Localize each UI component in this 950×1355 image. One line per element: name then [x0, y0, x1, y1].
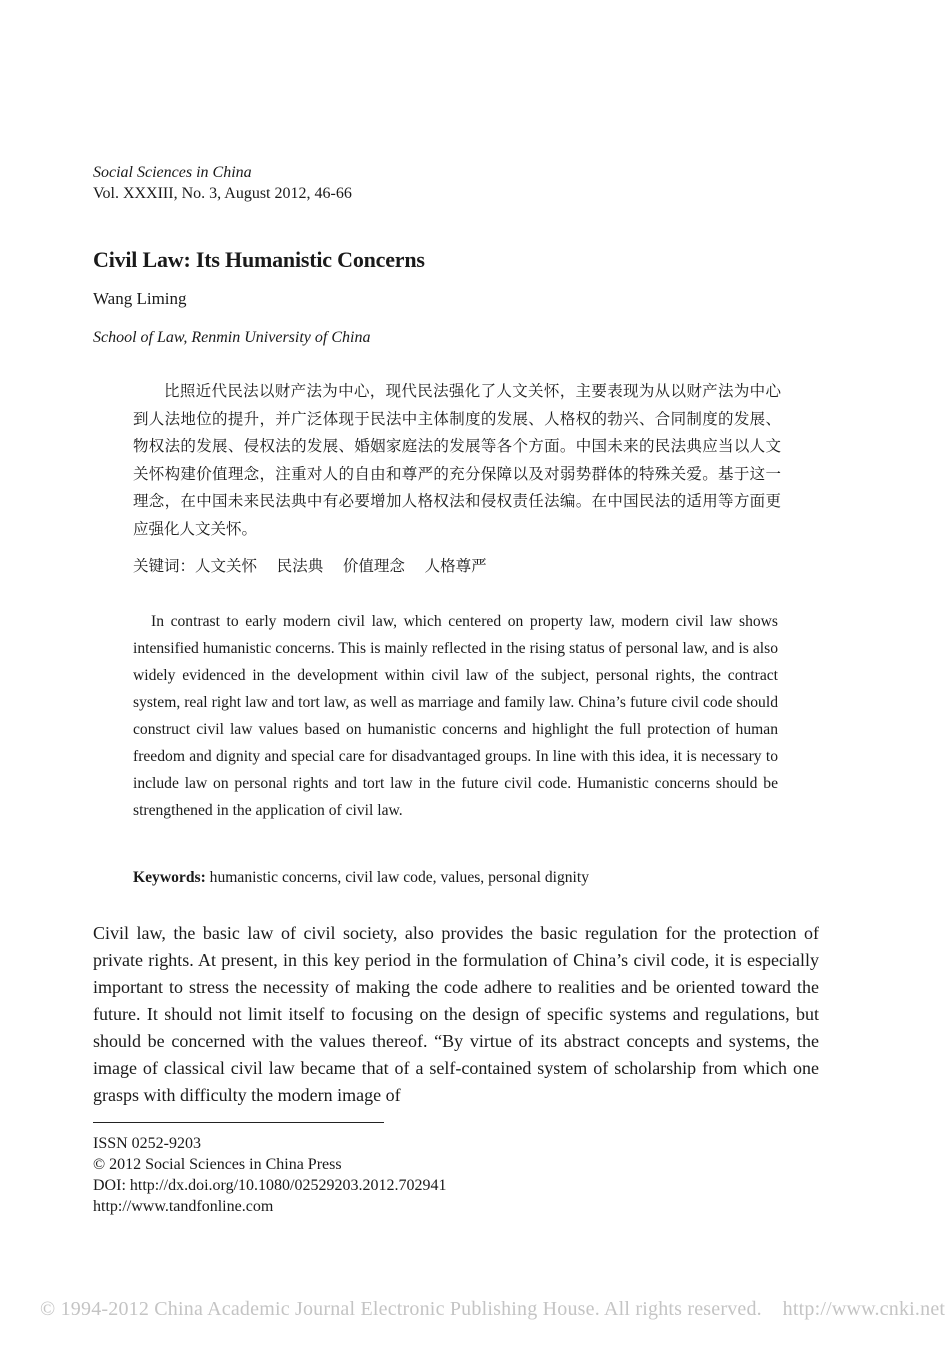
journal-name: Social Sciences in China — [93, 164, 252, 181]
issn: ISSN 0252-9203 — [93, 1135, 202, 1152]
english-keywords — [133, 867, 589, 889]
chinese-keywords: 关键词：人文关怀 民法典 价值理念 人格尊严 — [133, 557, 487, 575]
english-abstract: In contrast to early modern civil law, which centered on property law, modern civil law shows intensified humanistic concerns. This is mainly reflected in the rising status of personal law, and is also widely evidenced in the development within civil law of the subject, personal rights, the contract system, real right law and tort law, as well as marriage and family law. China’s future civil code should construct civil law values based on humanistic concerns and highlight the full protection of human freedom and dignity and special care for disadvantaged groups. In line with this idea, it is necessary to include law on personal rights and tort law in the future civil code. Humanistic concerns should be strengthened in the application of civil law. — [133, 613, 778, 819]
article-author: Wang Liming — [93, 289, 187, 308]
footnote-divider — [93, 1122, 384, 1123]
doi: DOI: http://dx.doi.org/10.1080/02529203.2012.702941 — [93, 1177, 447, 1194]
journal-volume-info: Vol. XXXIII, No. 3, August 2012, 46-66 — [93, 185, 352, 202]
keywords-label: Keywords: — [133, 869, 206, 886]
publisher-url: http://www.tandfonline.com — [93, 1198, 274, 1215]
body-paragraph: Civil law, the basic law of civil society, also provides the basic regulation for the protection of private rights. At present, in this key period in the formulation of China’s civil code, it is especially important to stress the necessity of making the code adhere to realities and be oriented toward the future. It should not limit itself to focusing on the design of specific systems and regulations, but should be concerned with the values thereof. “By virtue of its abstract concepts and systems, the image of classical civil law became that of a self-contained system of scholarship from which one grasps with difficulty the modern image of — [93, 923, 819, 1105]
chinese-abstract: 比照近代民法以财产法为中心，现代民法强化了人文关怀，主要表现为从以财产法为中心到人法地位的提升，并广泛体现于民法中主体制度的发展、人格权的勃兴、合同制度的发展、物权法的发展、侵权法的发展、婚姻家庭法的发展等各个方面。中国未来的民法典应当以人文关怀构建价值理念，注重对人的自由和尊严的充分保障以及对弱势群体的特殊关爱。基于这一理念，在中国未来民法典中有必要增加人格权法和侵权责任法编。在中国民法的适用等方面更应强化人文关怀。 — [133, 382, 781, 538]
author-affiliation: School of Law, Renmin University of China — [93, 329, 371, 346]
article-title: Civil Law: Its Humanistic Concerns — [93, 247, 425, 272]
cnki-watermark: © 1994-2012 China Academic Journal Electronic Publishing House. All rights reserved. http://www.cnki.net — [40, 1298, 946, 1320]
footnotes — [93, 1133, 446, 1217]
keywords-list: humanistic concerns, civil law code, values, personal dignity — [209, 869, 590, 886]
copyright: © 2012 Social Sciences in China Press — [93, 1156, 342, 1173]
